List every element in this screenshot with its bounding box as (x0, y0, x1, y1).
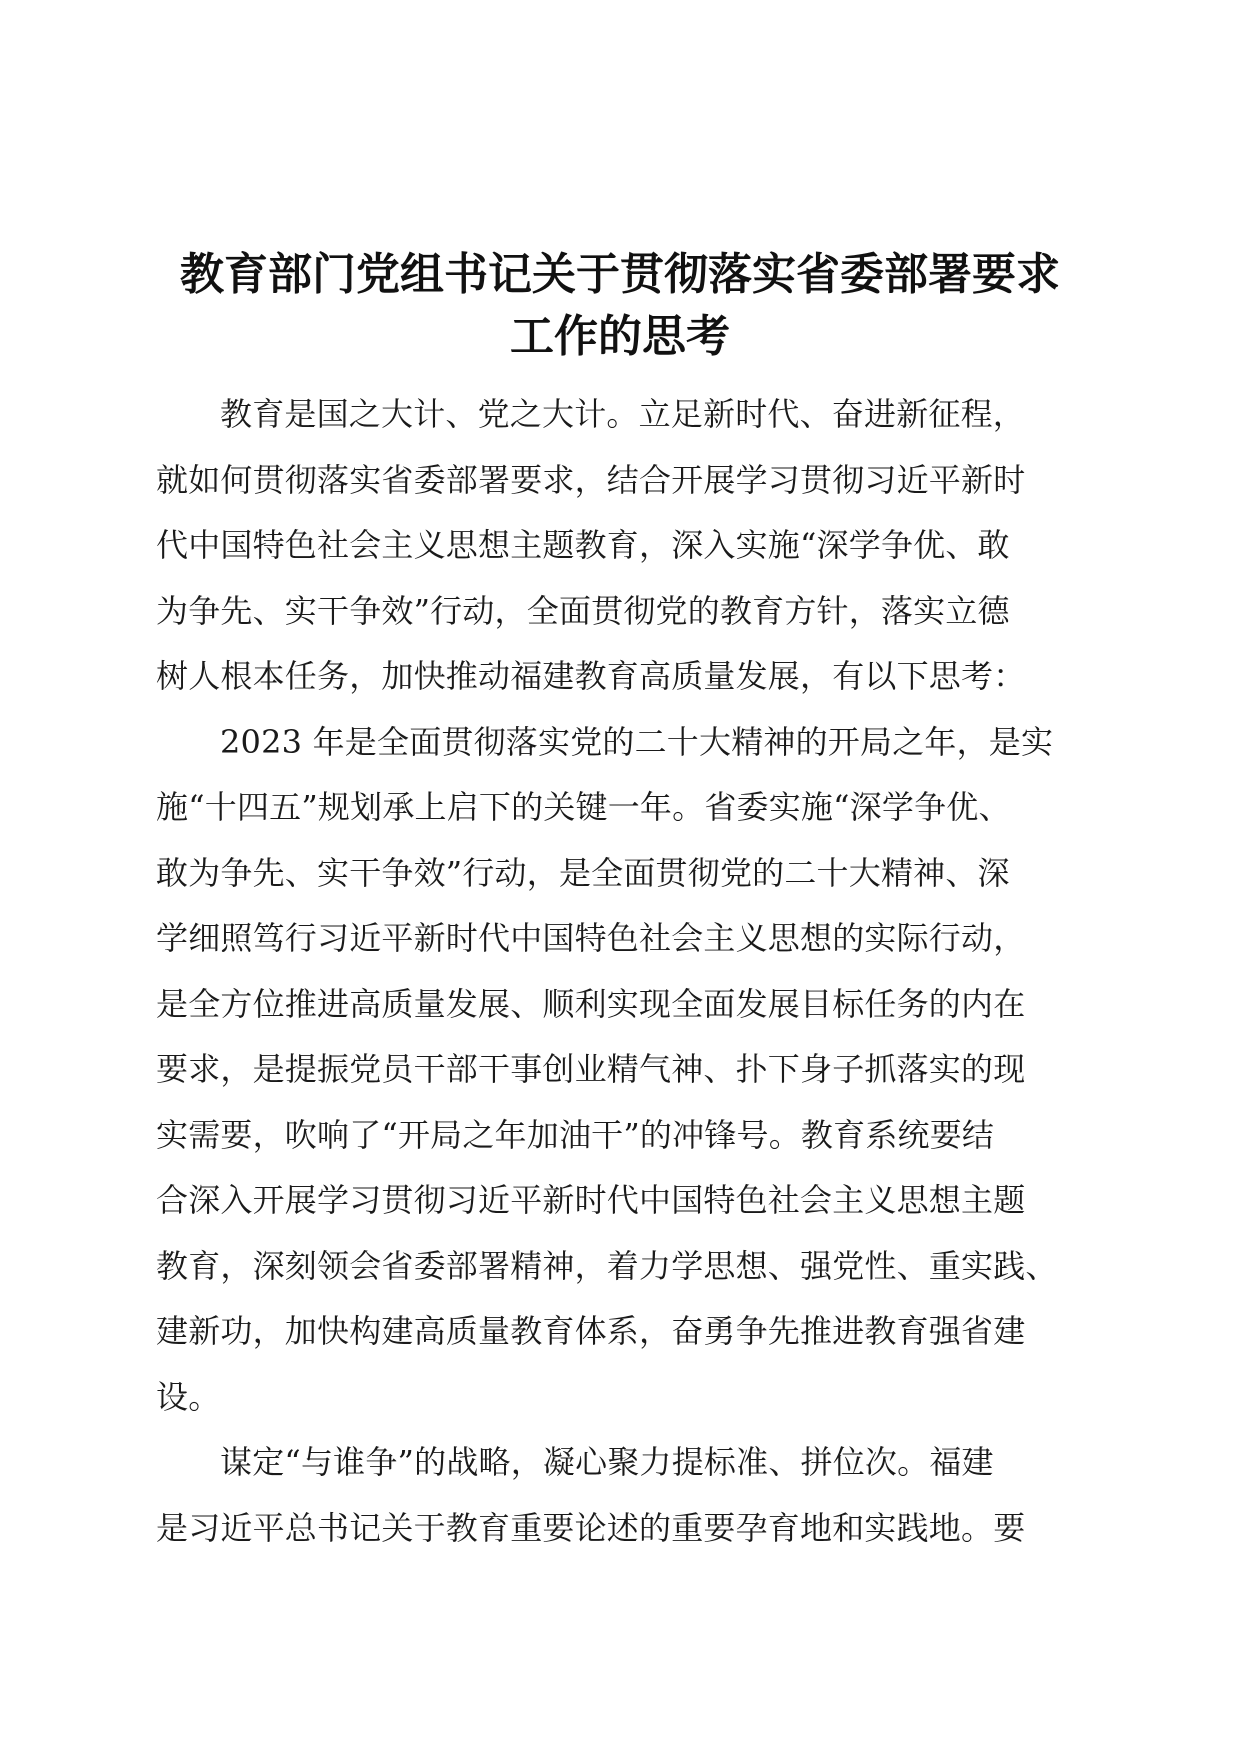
paragraph-line: 施“十四五”规划承上启下的关键一年。省委实施“深学争优、 (156, 788, 1011, 826)
paragraph-2 (156, 710, 1084, 1431)
paragraph-line: 建新功，加快构建高质量教育体系，奋勇争先推进教育强省建 (156, 1312, 1026, 1350)
paragraph-line: 要求，是提振党员干部干事创业精气神、扑下身子抓落实的现 (156, 1050, 1026, 1088)
paragraph-line: 敢为争先、实干争效”行动，是全面贯彻党的二十大精神、深 (156, 853, 1010, 892)
paragraph-line: 2023 年是全面贯彻落实党的二十大精神的开局之年，是实 (220, 722, 1054, 761)
paragraph-3 (156, 1430, 1084, 1561)
paragraph-line: 代中国特色社会主义思想主题教育，深入实施“深学争优、敢 (156, 526, 1010, 564)
paragraph-line: 教育是国之大计、党之大计。立足新时代、奋进新征程， (220, 395, 1026, 433)
paragraph-line: 实需要，吹响了“开局之年加油干”的冲锋号。教育系统要结 (156, 1115, 995, 1154)
paragraph-line: 学细照笃行习近平新时代中国特色社会主义思想的实际行动， (156, 919, 1026, 957)
paragraph-line: 是全方位推进高质量发展、顺利实现全面发展目标任务的内在 (156, 984, 1026, 1023)
paragraph-line: 设。 (156, 1377, 221, 1416)
paragraph-1 (156, 382, 1084, 710)
paragraph-line: 为争先、实干争效”行动，全面贯彻党的教育方针，落实立德 (156, 591, 1010, 630)
document-body (156, 382, 1084, 1561)
paragraph-line: 是习近平总书记关于教育重要论述的重要孕育地和实践地。要 (156, 1508, 1026, 1547)
paragraph-line: 就如何贯彻落实省委部署要求，结合开展学习贯彻习近平新时 (156, 460, 1026, 499)
paragraph-line: 谋定“与谁争”的战略，凝心聚力提标准、拼位次。福建 (220, 1443, 994, 1481)
paragraph-line: 树人根本任务，加快推动福建教育高质量发展，有以下思考： (156, 657, 1026, 695)
paragraph-line: 合深入开展学习贯彻习近平新时代中国特色社会主义思想主题 (156, 1181, 1026, 1219)
title-line-2: 工作的思考 (510, 311, 730, 362)
title-line-1: 教育部门党组书记关于贯彻落实省委部署要求 (180, 249, 1060, 300)
document-title (120, 244, 1120, 368)
paragraph-line: 教育，深刻领会省委部署精神，着力学思想、强党性、重实践、 (156, 1246, 1058, 1285)
